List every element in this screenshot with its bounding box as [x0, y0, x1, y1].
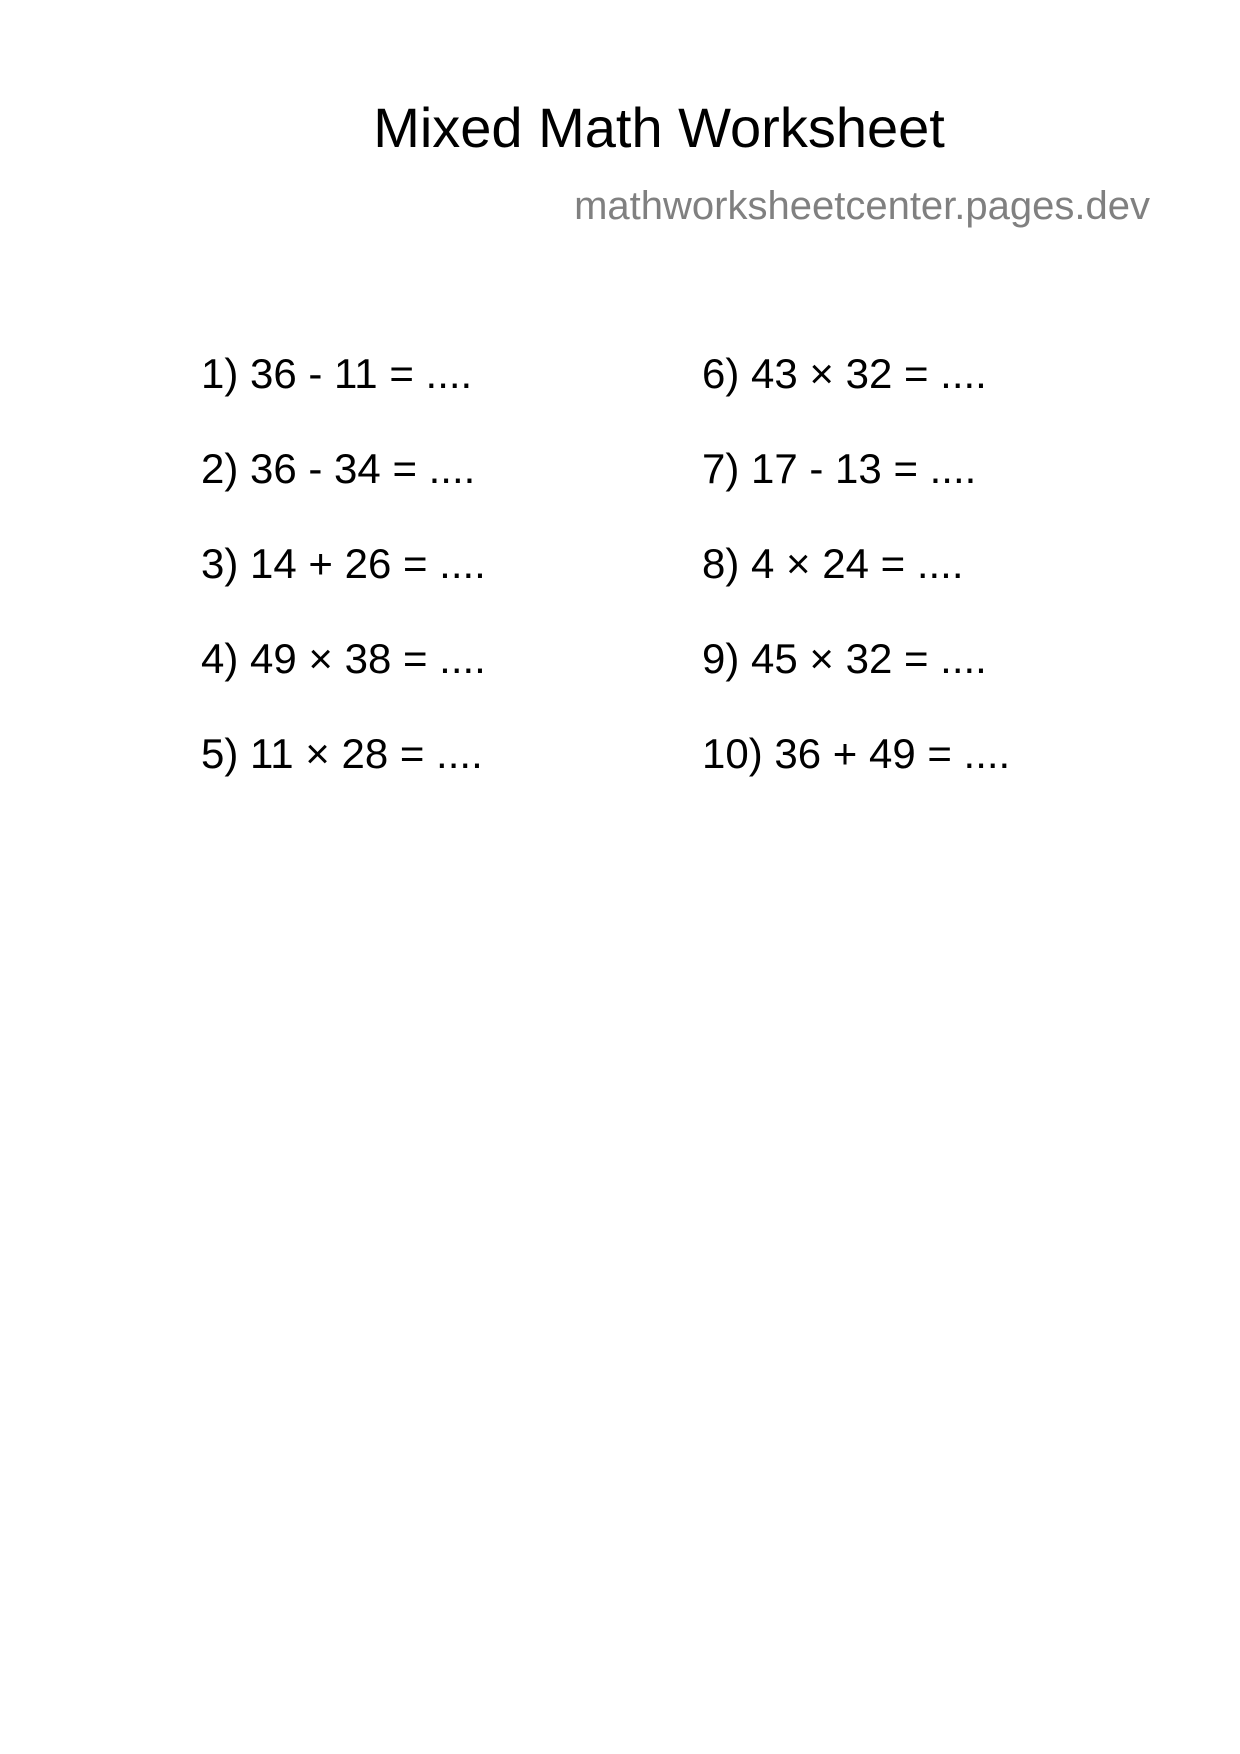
problem-2: 2) 36 - 34 = .... — [201, 445, 476, 492]
worksheet-title: Mixed Math Worksheet — [373, 96, 945, 159]
problem-6: 6) 43 × 32 = .... — [702, 350, 987, 397]
problem-5: 5) 11 × 28 = .... — [201, 730, 483, 777]
problem-3: 3) 14 + 26 = .... — [201, 540, 486, 587]
problem-1: 1) 36 - 11 = .... — [201, 350, 473, 397]
problem-9: 9) 45 × 32 = .... — [702, 635, 987, 682]
problem-8: 8) 4 × 24 = .... — [702, 540, 964, 587]
problem-4: 4) 49 × 38 = .... — [201, 635, 486, 682]
problem-7: 7) 17 - 13 = .... — [702, 445, 977, 492]
source-url: mathworksheetcenter.pages.dev — [574, 184, 1150, 228]
problem-10: 10) 36 + 49 = .... — [702, 730, 1011, 777]
